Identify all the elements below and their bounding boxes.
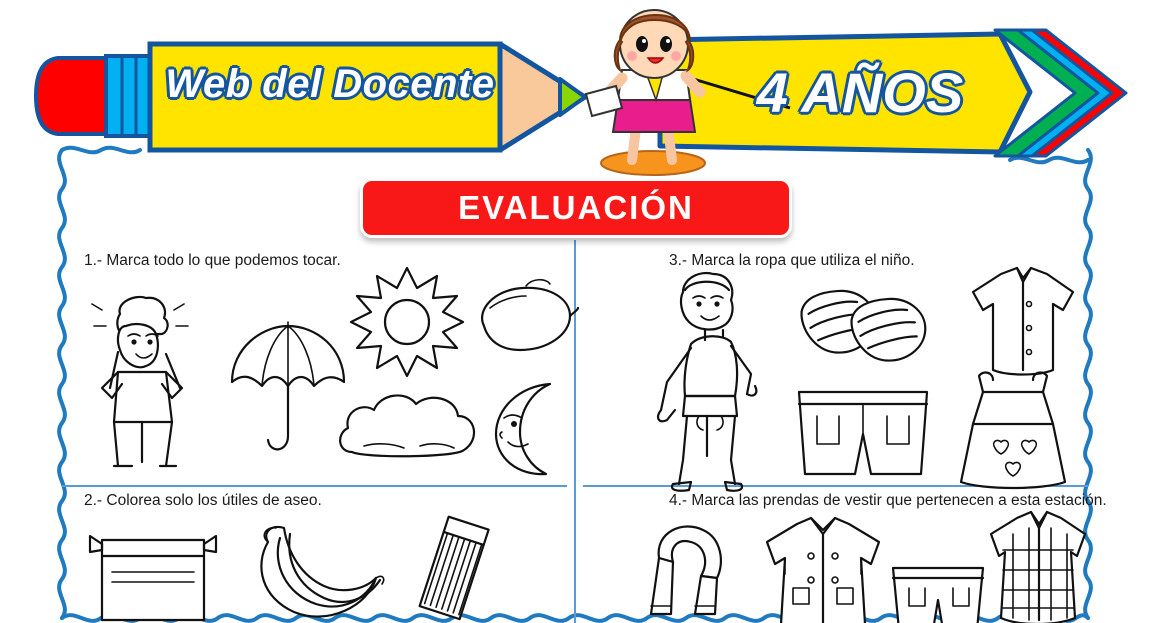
camisa-icon xyxy=(963,262,1083,382)
vestido-icon xyxy=(943,368,1083,498)
bufanda-icon xyxy=(633,518,743,623)
chaleco-icon xyxy=(973,508,1103,623)
nino-gritando-icon xyxy=(84,292,194,472)
platanos-icon xyxy=(232,520,392,623)
pencil-tip-icon xyxy=(500,44,585,150)
question-2-text: 2.- Colorea solo los útiles de aseo. xyxy=(84,492,322,509)
question-3-text: 3.- Marca la ropa que utiliza el niño. xyxy=(669,252,915,269)
header-banner xyxy=(0,0,1150,180)
limon-icon xyxy=(470,276,580,366)
nino-en-ropa-interior-icon xyxy=(643,270,773,495)
age-label: 4 AÑOS xyxy=(756,61,964,124)
column-left xyxy=(62,240,567,623)
abrigo-icon xyxy=(753,512,893,623)
brand-title: Web del Docente xyxy=(165,62,495,106)
luna-icon xyxy=(474,380,584,480)
peine-icon xyxy=(392,512,522,623)
toalla-icon xyxy=(88,526,218,623)
worksheet-body xyxy=(62,240,1107,623)
question-4-text: 4.- Marca las prendas de vestir que pertenecen a esta estación. xyxy=(669,492,1107,509)
short-icon xyxy=(783,382,943,492)
page-title xyxy=(360,178,792,238)
page-title-text: EVALUACIÓN xyxy=(458,189,694,226)
question-1-text: 1.- Marca todo lo que podemos tocar. xyxy=(84,252,341,269)
column-right xyxy=(583,240,1107,623)
pencil-eraser-icon xyxy=(36,58,108,134)
sandalias-icon xyxy=(793,274,953,384)
pencil-ferrule-icon xyxy=(106,56,152,136)
sol-icon xyxy=(347,262,467,377)
paraguas-icon xyxy=(222,320,352,465)
nube-icon xyxy=(334,386,484,466)
